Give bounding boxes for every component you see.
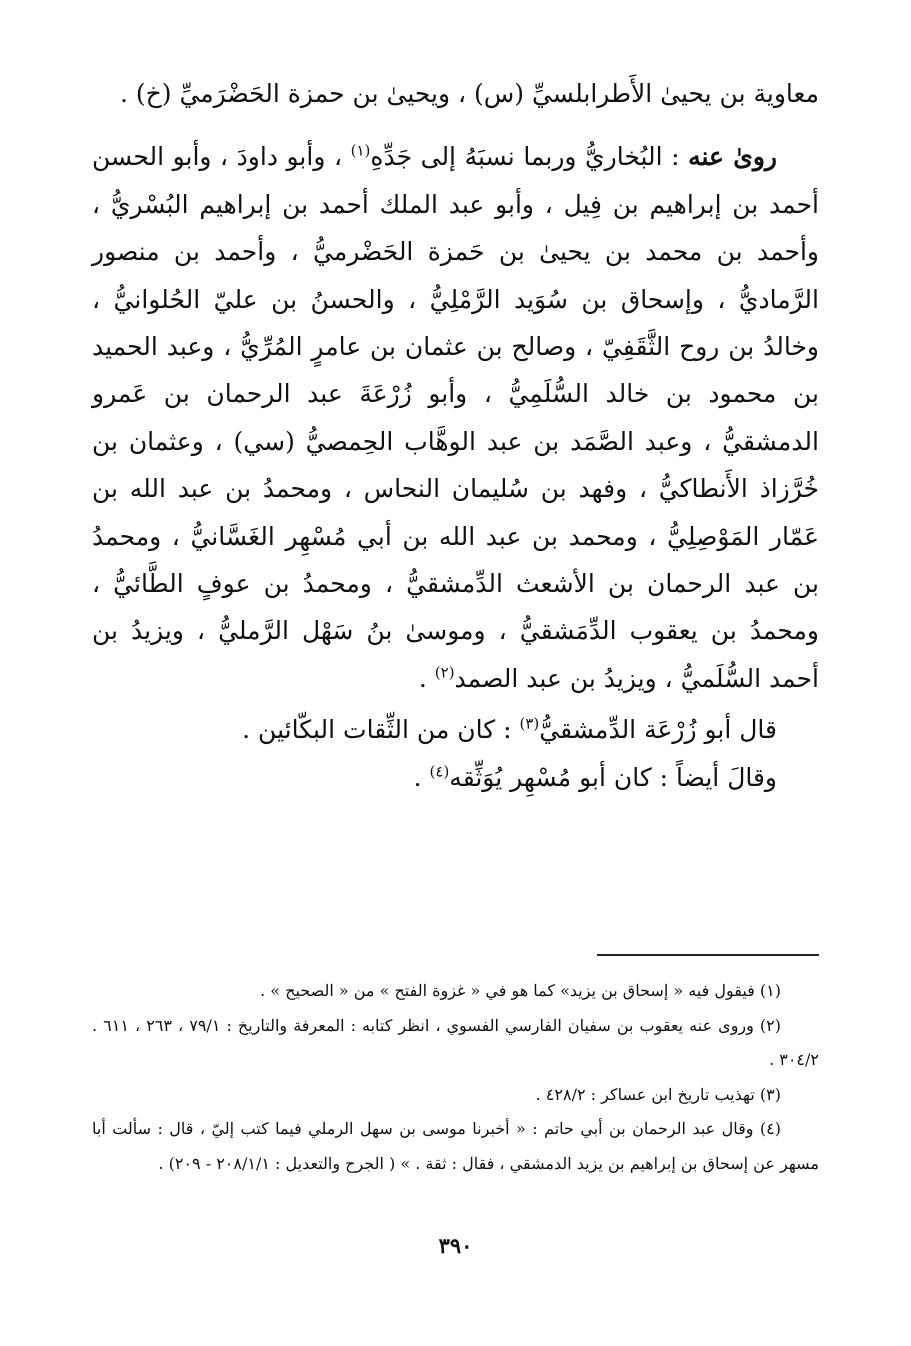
narrators-lead: روىٰ عنه [688, 142, 777, 172]
footnote-2: (٢) وروى عنه يعقوب بن سفيان الفارسي الفسوي ، انظر كتابه : المعرفة والتاريخ : ٧٩/١ ، ٢٦٣ ، ٦١١ . ٣٠٤/٢ . [92, 1015, 819, 1069]
footnote-divider [597, 954, 819, 956]
footnote-ref-4[interactable]: (٤) [429, 762, 450, 781]
quote-abu-mushir [92, 754, 819, 801]
narrators-end: . [418, 663, 427, 693]
main-text [92, 70, 819, 801]
footnote-ref-3[interactable]: (٣) [519, 714, 540, 733]
page-number: ٣٩٠ [438, 1233, 473, 1258]
narrators-rest: ، وأبو داودَ ، وأبو الحسن أحمد بن إبراهيم بن فِيل ، وأبو عبد الملك أحمد بن إبراهيم البُسْريُّ ، وأحمد بن محمد بن يحيىٰ بن حَمزة الحَضْرميُّ ، وأحمد بن منصور الرَّماديُّ ، وإسحاق بن سُوَيد الرَّمْلِيُّ ، والحسنُ بن عليّ الحُلوانيُّ ، وخالدُ بن روح الثَّقَفِيّ ، وصالح بن عثمان بن عامرٍ المُرِّيُّ ، وعبد الحميد بن محمود بن خالد السُّلَمِيُّ ، وأبو زُرْعَةَ عبد الرحمان بن عَمرو الدمشقيُّ ، وعبد الصَّمَد بن عبد الوهَّاب الحِمصيُّ (سي) ، وعثمان بن خُرَّزاذ الأَنطاكيُّ ، وفهد بن سُليمان النحاس ، ومحمدُ بن عبد الله بن عَمّار المَوْصِلِيُّ ، ومحمد بن عبد الله بن أبي مُسْهِر الغَسَّانيُّ ، ومحمدُ بن عبد الرحمان بن الأشعث الدِّمشقيُّ ، ومحمدُ بن عوفٍ الطَّائيُّ ، ومحمدُ بن يعقوب الدِّمَشقيُّ ، وموسىٰ بنُ سَهْل الرَّمليُّ ، ويزيدُ بن أحمد السُّلَميُّ ، ويزيدُ بن عبد الصمد [92, 142, 819, 693]
quote-abu-zura [92, 706, 819, 753]
footnote-4: (٤) وقال عبد الرحمان بن أبي حاتم : « أخبرنا موسى بن سهل الرملي فيما كتب إليّ ، قال : سألت أبا مسهر عن إسحاق بن إبراهيم بن يزيد الدمشقي ، فقال : ثقة . » ( الجرح والتعديل : ٢٠٨/١/١ - ٢٠٩) . [92, 1119, 819, 1173]
quote2-text: وقالَ أيضاً : كان أبو مُسْهِر يُوَثِّقه [449, 762, 777, 792]
footnote-ref-1[interactable]: (١) [350, 142, 371, 161]
narrators-body: : البُخاريُّ وربما نسبَهُ إلى جَدِّهِ [370, 142, 680, 172]
quote1-rest: : كان من الثِّقات البكّائين . [242, 715, 512, 745]
first-paragraph: معاوية بن يحيىٰ الأَطرابلسيِّ (س) ، ويحيىٰ بن حمزة الحَضْرَميِّ (خ) . [119, 79, 819, 108]
narrators-paragraph [92, 133, 819, 702]
footnote-3: (٣) تهذيب تاريخ ابن عساكر : ٤٢٨/٢ . [535, 1084, 781, 1104]
footnote-ref-2[interactable]: (٢) [434, 663, 455, 682]
footnote-1: (١) فيقول فيه « إسحاق بن يزيد» كما هو في « غزوة الفتح » من « الصحيح » . [260, 981, 781, 1000]
quote1-text: قال أبو زُرْعَة الدِّمشقيُّ [539, 715, 777, 745]
quote2-end: . [413, 762, 422, 792]
footnotes [92, 974, 819, 1181]
